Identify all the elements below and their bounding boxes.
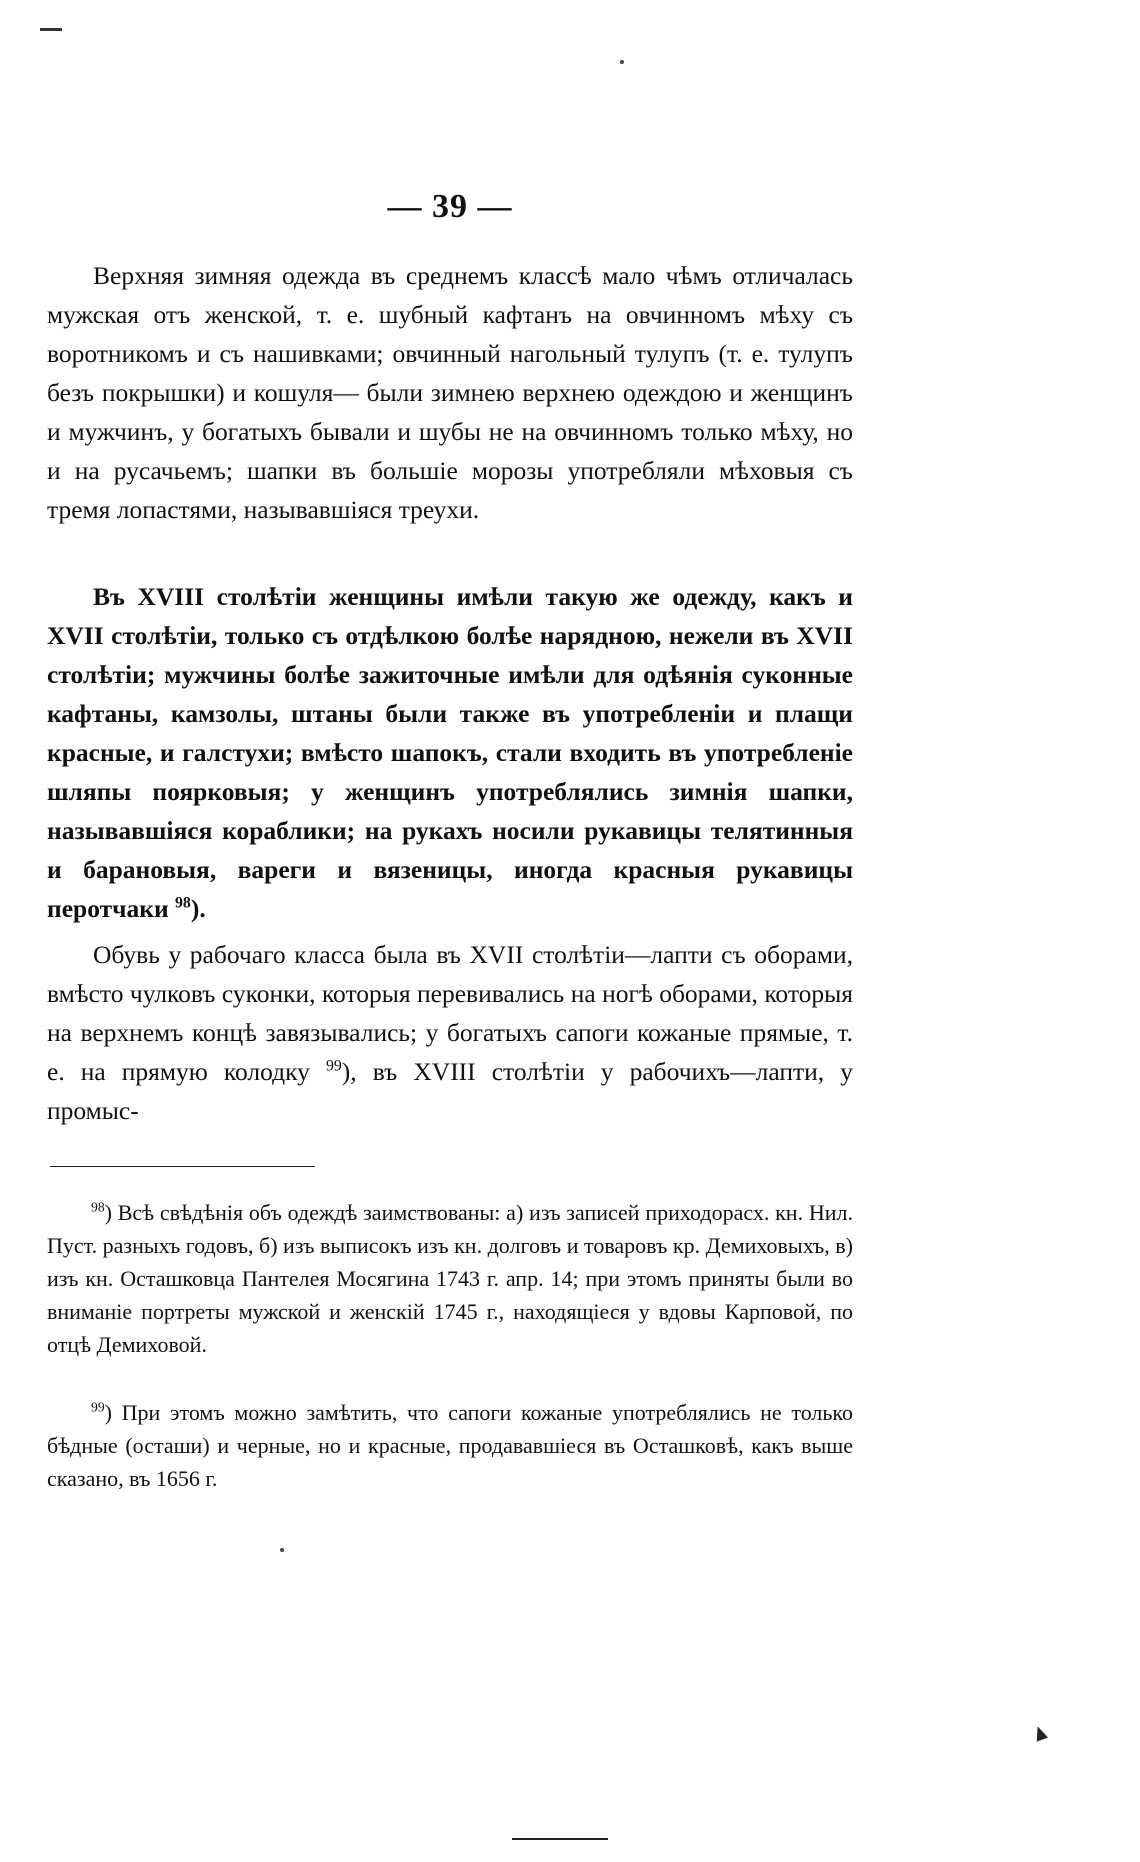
footnote-text: ) Всѣ свѣдѣнія объ одеждѣ заимствованы: а) изъ записей приходорасх. кн. Нил. Пуст. разныхъ годовъ, б) изъ выписокъ изъ кн. долговъ и товаровъ кр. Демиховыхъ, в) изъ кн. Осташковца Пантелея Мосягина 1743 г. апр. 14; при этомъ приняты были во вниманіе портреты мужской и женскій 1745 г., находящіеся у вдовы Карповой, по отцѣ Демиховой. bbox=[47, 1200, 853, 1357]
footnote-text-block bbox=[47, 1196, 853, 1361]
page-number: — 39 — bbox=[387, 188, 513, 225]
paragraph-text: Въ XVIII столѣтіи женщины имѣли такую же одежду, какъ и XVII столѣтіи, только съ отдѣлкою болѣе нарядною, нежели въ XVII столѣтіи; мужчины болѣе зажиточные имѣли для одѣянія суконные кафтаны, камзолы, штаны были также въ употребленіи и плащи красные, и галстухи; вмѣсто шапокъ, стали входить въ употребленіе шляпы поярковыя; у женщинъ употреблялись зимнія шапки, называвшіяся кораблики; на рукахъ носили рукавицы телятинныя и барановыя, вареги и вязеницы, иногда красныя рукавицы перотчаки bbox=[47, 582, 853, 923]
scan-mark bbox=[40, 28, 62, 31]
paragraph-tail: ). bbox=[190, 894, 206, 923]
footnote-99 bbox=[47, 1396, 853, 1495]
footnote-text: ) При этомъ можно замѣтить, что сапоги кожаные употреблялись не только бѣдные (осташи) и черные, но и красные, продававшіеся въ Осташковѣ, какъ выше сказано, въ 1656 г. bbox=[47, 1400, 853, 1491]
bottom-rule bbox=[512, 1838, 608, 1840]
footnote-separator bbox=[50, 1166, 315, 1167]
footnote-reference: 98 bbox=[175, 894, 191, 912]
paragraph-tail: ), въ XVIII столѣтіи у рабочихъ—лапти, у промыс- bbox=[47, 1057, 853, 1125]
scan-speck bbox=[280, 1548, 284, 1552]
paragraph-text-block bbox=[47, 935, 853, 1130]
scan-speck bbox=[620, 60, 624, 64]
footnote-98 bbox=[47, 1196, 853, 1361]
footnote-reference: 99 bbox=[325, 1057, 342, 1075]
paragraph-text: Верхняя зимняя одежда въ среднемъ классѣ мало чѣмъ отличалась мужская отъ женской, т. е. шубный кафтанъ на овчинномъ мѣху съ воротникомъ и съ нашивками; овчинный нагольный тулупъ (т. е. тулупъ безъ покрышки) и кошуля— были зимнею верхнею одеждою и женщинъ и мужчинъ, у богатыхъ бывали и шубы не на овчинномъ только мѣху, но и на русачьемъ; шапки въ большіе морозы употребляли мѣховыя съ тремя лопастями, называвшіяся треухи. bbox=[47, 261, 853, 524]
footnote-text-block bbox=[47, 1396, 853, 1495]
footnote-number: 99 bbox=[91, 1399, 105, 1415]
paragraph-text: Обувь у рабочаго класса была въ XVII столѣтіи—лапти съ оборами, вмѣсто чулковъ суконки, которыя перевивались на ногѣ оборами, которыя на верхнемъ концѣ завязывались; у богатыхъ сапоги кожаные прямые, т. е. на прямую колодку bbox=[47, 940, 853, 1086]
paragraph-upper-winter-clothing bbox=[47, 256, 853, 529]
scan-edge-mark bbox=[1032, 1724, 1048, 1741]
footnote-number: 98 bbox=[91, 1199, 105, 1215]
paragraph-footwear bbox=[47, 935, 853, 1130]
paragraph-eighteenth-century bbox=[47, 577, 853, 928]
paragraph-text-block bbox=[47, 577, 853, 928]
